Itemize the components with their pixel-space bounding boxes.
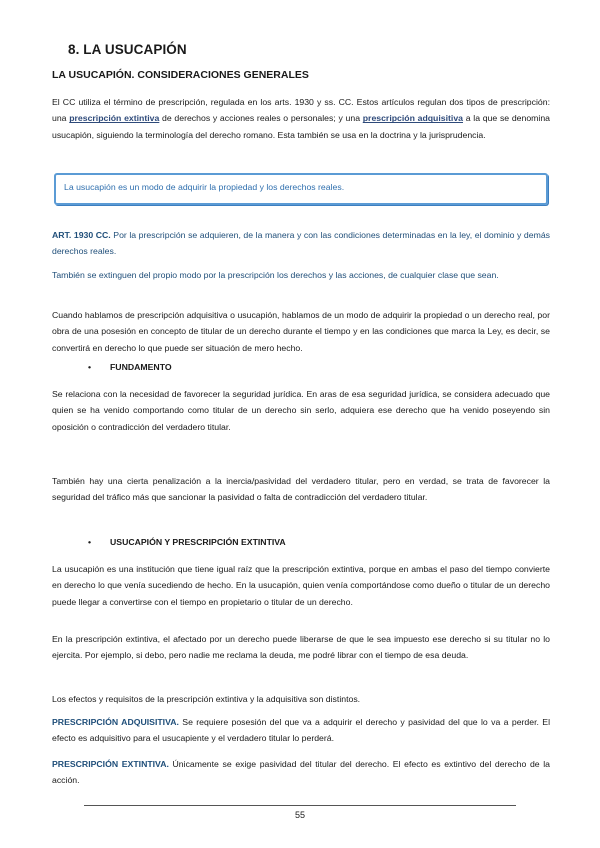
comparacion-paragraph-3: Los efectos y requisitos de la prescripción extintiva y la adquisitiva son distintos. [52, 694, 361, 704]
article-label: ART. 1930 CC. [52, 230, 111, 240]
definition-callout [54, 173, 548, 205]
callout-text: La usucapión es un modo de adquirir la propiedad y los derechos reales. [64, 182, 345, 192]
fundamento-heading [88, 362, 172, 372]
bullet-icon: • [88, 362, 92, 372]
comparacion-paragraph-1: La usucapión es una institución que tiene igual raíz que la prescripción extintiva, porque en ambas el paso del tiempo convierte en derecho lo que venía sucediendo de hecho. En la usucapión, quien venía comportándose como dueño o titular de un derecho puede llegar a convertirse con el tiempo en propietario o titular de un derecho. [52, 564, 550, 607]
extintiva-paragraph [52, 756, 550, 789]
adquisitiva-paragraph [52, 714, 550, 747]
intro-paragraph [52, 94, 550, 143]
fundamento-paragraph-1: Se relaciona con la necesidad de favorecer la seguridad jurídica. En aras de esa seguridad jurídica, se considera adecuado que quien se ha venido comportando como titular de un derecho sin serlo, adquiera ese derecho que ha venido poseyendo sin oposición o contradicción del verdadero titular. [52, 389, 550, 432]
section-title: 8. LA USUCAPIÓN [68, 42, 187, 57]
article-quote-2: También se extinguen del propio modo por la prescripción los derechos y las acciones, de cualquier clase que sean. [52, 270, 499, 280]
comparacion-heading [88, 537, 286, 547]
intro-text-3: a la que se denomina usucapión, siguiendo la terminología del derecho romano. Esta también se usa en la doctrina y la jurisprudencia. [52, 113, 550, 140]
adquisitiva-label: PRESCRIPCIÓN ADQUISITIVA. [52, 717, 179, 727]
link-prescripcion-extintiva[interactable]: prescripción extintiva [69, 113, 160, 124]
footer-divider [84, 805, 516, 806]
section-subtitle: LA USUCAPIÓN. CONSIDERACIONES GENERALES [52, 69, 309, 81]
extintiva-text: Únicamente se exige pasividad del titular del derecho. El efecto es extintivo del derecho de la acción. [52, 759, 550, 786]
adquisitiva-text: Se requiere posesión del que va a adquirir el derecho y pasividad del que lo va a perder. El efecto es adquisitivo para el usucapiente y el verdadero titular lo perderá. [52, 717, 550, 744]
extintiva-label: PRESCRIPCIÓN EXTINTIVA. [52, 759, 169, 769]
comparacion-paragraph-2: En la prescripción extintiva, el afectado por un derecho puede liberarse de que le sea impuesto ese derecho si su titular no lo ejercita. Por ejemplo, si debo, pero nadie me reclama la deuda, me podré librar con el tiempo de esa deuda. [52, 634, 550, 661]
page-number: 55 [294, 810, 305, 820]
comparacion-heading-label: USUCAPIÓN Y PRESCRIPCIÓN EXTINTIVA [110, 537, 286, 547]
usucapion-paragraph: Cuando hablamos de prescripción adquisitiva o usucapión, hablamos de un modo de adquirir la propiedad o un derecho real, por obra de una posesión en concepto de titular de un derecho durante el tiempo y en las condiciones que marca la Ley, es decir, se convertirá en derecho lo que puede ser situación de mero hecho. [52, 310, 550, 353]
intro-text-2: de derechos y acciones reales o personales; y una [159, 113, 363, 124]
intro-text-1: El CC utiliza el término de prescripción, regulada en los arts. 1930 y ss. CC. Estos artículos regulan dos tipos de prescripción: una [52, 97, 550, 124]
fundamento-paragraph-2: También hay una cierta penalización a la inercia/pasividad del verdadero titular, pero en verdad, se trata de favorecer la seguridad del tráfico más que sancionar la pasividad o falta de contradicción del verdadero titular. [52, 476, 550, 503]
fundamento-heading-label: FUNDAMENTO [110, 362, 172, 372]
article-text-1: Por la prescripción se adquieren, de la manera y con las condiciones determinadas en la ley, el dominio y demás derechos reales. [52, 230, 550, 257]
bullet-icon: • [88, 537, 92, 547]
article-quote [52, 227, 550, 260]
link-prescripcion-adquisitiva[interactable]: prescripción adquisitiva [362, 113, 463, 124]
